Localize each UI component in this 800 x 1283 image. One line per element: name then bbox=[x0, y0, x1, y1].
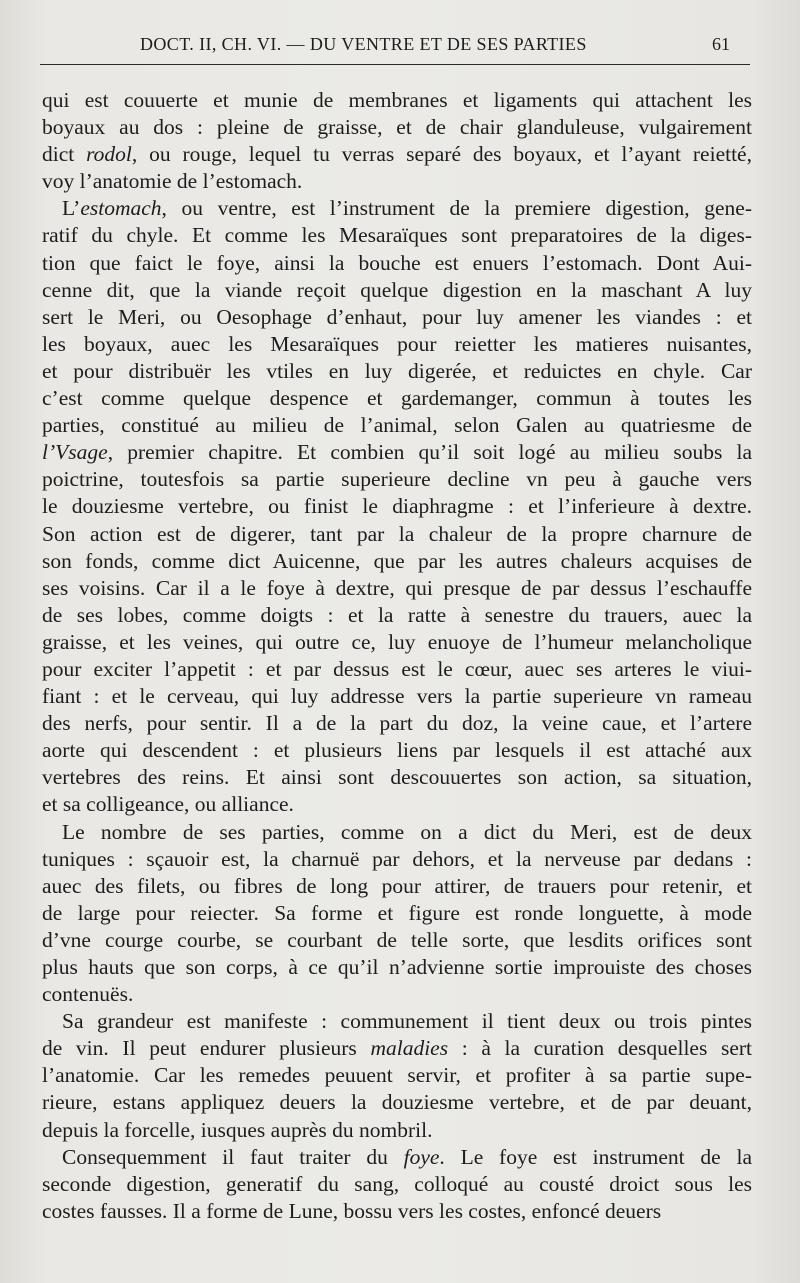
text-run: . Le foye est instrument de la bbox=[439, 1144, 753, 1169]
text-line bbox=[42, 954, 752, 981]
italic-term: estomach bbox=[80, 196, 162, 221]
text-run: parties, constitué au milieu de l’animal, selon Galen au quatriesme de bbox=[42, 413, 752, 438]
text-run: : à la curation desquelles sert bbox=[448, 1036, 753, 1061]
text-run: Le nombre de ses parties, comme on a dict du Meri, est de deux bbox=[62, 819, 752, 844]
page-header bbox=[40, 28, 750, 65]
page-number: 61 bbox=[712, 34, 730, 54]
text-run: c’est comme quelque despence et gardemanger, commun à toutes les bbox=[42, 386, 752, 411]
paragraph bbox=[42, 1008, 752, 1143]
italic-term: l’Vsage bbox=[42, 440, 108, 465]
text-run: les boyaux, auec les Mesaraïques pour reietter les matieres nuisantes, bbox=[42, 331, 752, 356]
text-line bbox=[42, 683, 752, 710]
text-run: des nerfs, pour sentir. Il a de la part du doz, la veine caue, et l’artere bbox=[42, 711, 752, 736]
text-run: aorte qui descendent : et plusieurs liens par lesquels il est attaché aux bbox=[42, 738, 752, 763]
paragraph bbox=[42, 195, 752, 818]
text-run: , ou ventre, est l’instrument de la premiere digestion, gene- bbox=[161, 196, 752, 221]
text-run: auec des filets, ou fibres de long pour attirer, de trauers pour retenir, et bbox=[42, 873, 752, 898]
text-run: de large pour reiecter. Sa forme et figure est ronde longuette, à mode bbox=[42, 900, 752, 925]
text-line bbox=[42, 277, 752, 304]
text-run: et pour distribuër les vtiles en luy digerée, et reduictes en chyle. Car bbox=[42, 358, 752, 383]
text-run: graisse, et les veines, qui outre ce, luy enuoye de l’humeur melancholique bbox=[42, 629, 752, 654]
text-run: pour exciter l’appetit : et par dessus est le cœur, auec ses arteres le viui- bbox=[42, 656, 752, 681]
italic-term: foye bbox=[403, 1144, 440, 1169]
text-run: tion que faict le foye, ainsi la bouche est enuers l’estomach. Dont Aui- bbox=[42, 250, 752, 275]
text-line bbox=[42, 1035, 752, 1062]
text-line bbox=[42, 521, 752, 548]
text-run: plus hauts que son corps, à ce qu’il n’advienne sortie improuiste des choses bbox=[42, 955, 752, 979]
italic-term: rodol bbox=[86, 142, 132, 167]
text-line bbox=[42, 737, 752, 764]
text-line bbox=[42, 141, 752, 168]
text-line bbox=[42, 1198, 752, 1225]
text-run: poictrine, toutesfois sa partie superieure decline vn peu à gauche vers bbox=[42, 467, 752, 492]
text-line bbox=[42, 819, 752, 846]
text-line bbox=[42, 439, 752, 466]
text-run: boyaux au dos : pleine de graisse, et de chair glanduleuse, vulgairement bbox=[42, 115, 752, 140]
text-line bbox=[42, 1089, 752, 1116]
text-line bbox=[42, 602, 752, 629]
text-run: sert le Meri, ou Oesophage d’enhaut, pour luy amener les viandes : et bbox=[42, 304, 752, 329]
text-run: de vin. Il peut endurer plusieurs bbox=[42, 1036, 371, 1061]
italic-term: maladies bbox=[370, 1036, 449, 1061]
text-line bbox=[42, 1008, 752, 1035]
text-line bbox=[42, 412, 752, 439]
text-line bbox=[42, 1171, 752, 1198]
paragraph bbox=[42, 1144, 752, 1225]
text-line bbox=[42, 846, 752, 873]
paragraph bbox=[42, 87, 752, 195]
text-line bbox=[42, 656, 752, 683]
text-run: rieure, estans appliquez deuers la douziesme vertebre, et de par deuant, bbox=[42, 1090, 752, 1115]
text-run: depuis la forcelle, iusques auprès du nombril. bbox=[42, 1117, 433, 1142]
text-run: ses voisins. Car il a le foye à dextre, qui presque de par dessus l’eschauffe bbox=[42, 575, 752, 600]
text-line bbox=[42, 304, 752, 331]
text-line bbox=[42, 250, 752, 277]
text-run: vertebres des reins. Et ainsi sont descouuertes son action, sa situation, bbox=[42, 765, 752, 790]
text-line bbox=[42, 1062, 752, 1089]
text-run: le douziesme vertebre, ou finist le diaphragme : et l’inferieure à dextre. bbox=[42, 494, 752, 519]
text-line bbox=[42, 981, 752, 1008]
text-run: son fonds, comme dict Auicenne, que par les autres chaleurs acquises de bbox=[42, 548, 752, 573]
text-line bbox=[42, 385, 752, 412]
text-line bbox=[42, 87, 752, 114]
text-run: contenuës. bbox=[42, 982, 134, 1007]
text-run: et sa colligeance, ou alliance. bbox=[42, 792, 294, 817]
text-line bbox=[42, 629, 752, 656]
text-line bbox=[42, 791, 752, 818]
text-line bbox=[42, 575, 752, 602]
text-line bbox=[42, 927, 752, 954]
text-line bbox=[42, 222, 752, 249]
text-line bbox=[42, 195, 752, 222]
text-run: qui est couuerte et munie de membranes et ligaments qui attachent les bbox=[42, 88, 752, 112]
text-run: dict bbox=[42, 142, 87, 167]
body-text bbox=[42, 87, 752, 1225]
text-run: fiant : et le cerveau, qui luy addresse vers la partie superieure vn rameau bbox=[42, 684, 752, 709]
text-line bbox=[42, 873, 752, 900]
text-run: cenne dit, que la viande reçoit quelque digestion en la maschant A luy bbox=[42, 277, 752, 302]
text-run: l’anatomie. Car les remedes peuuent servir, et profiter à sa partie supe- bbox=[42, 1063, 752, 1088]
text-line bbox=[42, 710, 752, 737]
text-line bbox=[42, 358, 752, 385]
text-run: costes fausses. Il a forme de Lune, bossu vers les costes, enfoncé deuers bbox=[42, 1198, 662, 1223]
text-line bbox=[42, 114, 752, 141]
text-run: ratif du chyle. Et comme les Mesaraïques sont preparatoires de la diges- bbox=[42, 223, 752, 248]
text-run: Consequemment il faut traiter du bbox=[62, 1144, 404, 1169]
text-line bbox=[42, 493, 752, 520]
text-line bbox=[42, 548, 752, 575]
text-line bbox=[42, 1117, 752, 1144]
text-line bbox=[42, 331, 752, 358]
text-run: tuniques : sçauoir est, la charnuë par dehors, et la nerveuse par dedans : bbox=[42, 846, 752, 871]
text-run: de ses lobes, comme doigts : et la ratte à senestre du trauers, auec la bbox=[42, 602, 752, 627]
text-line bbox=[42, 1144, 752, 1171]
text-line bbox=[42, 764, 752, 791]
text-line bbox=[42, 466, 752, 493]
text-line bbox=[42, 168, 752, 195]
text-run: voy l’anatomie de l’estomach. bbox=[42, 169, 303, 194]
text-run: Son action est de digerer, tant par la chaleur de la propre charnure de bbox=[42, 521, 752, 546]
paragraph bbox=[42, 819, 752, 1009]
text-run: , premier chapitre. Et combien qu’il soit logé au milieu soubs la bbox=[107, 440, 752, 465]
text-run: d’vne courge courbe, se courbant de telle sorte, que lesdits orifices sont bbox=[42, 927, 752, 952]
text-run: L’ bbox=[62, 196, 81, 221]
text-run: seconde digestion, generatif du sang, colloqué au cousté droict sous les bbox=[42, 1171, 752, 1196]
text-run: , ou rouge, lequel tu verras separé des boyaux, et l’ayant reietté, bbox=[131, 142, 752, 167]
text-line bbox=[42, 900, 752, 927]
running-head: DOCT. II, CH. VI. — DU VENTRE ET DE SES PARTIES bbox=[140, 34, 587, 54]
text-run: Sa grandeur est manifeste : communement il tient deux ou trois pintes bbox=[62, 1009, 752, 1034]
